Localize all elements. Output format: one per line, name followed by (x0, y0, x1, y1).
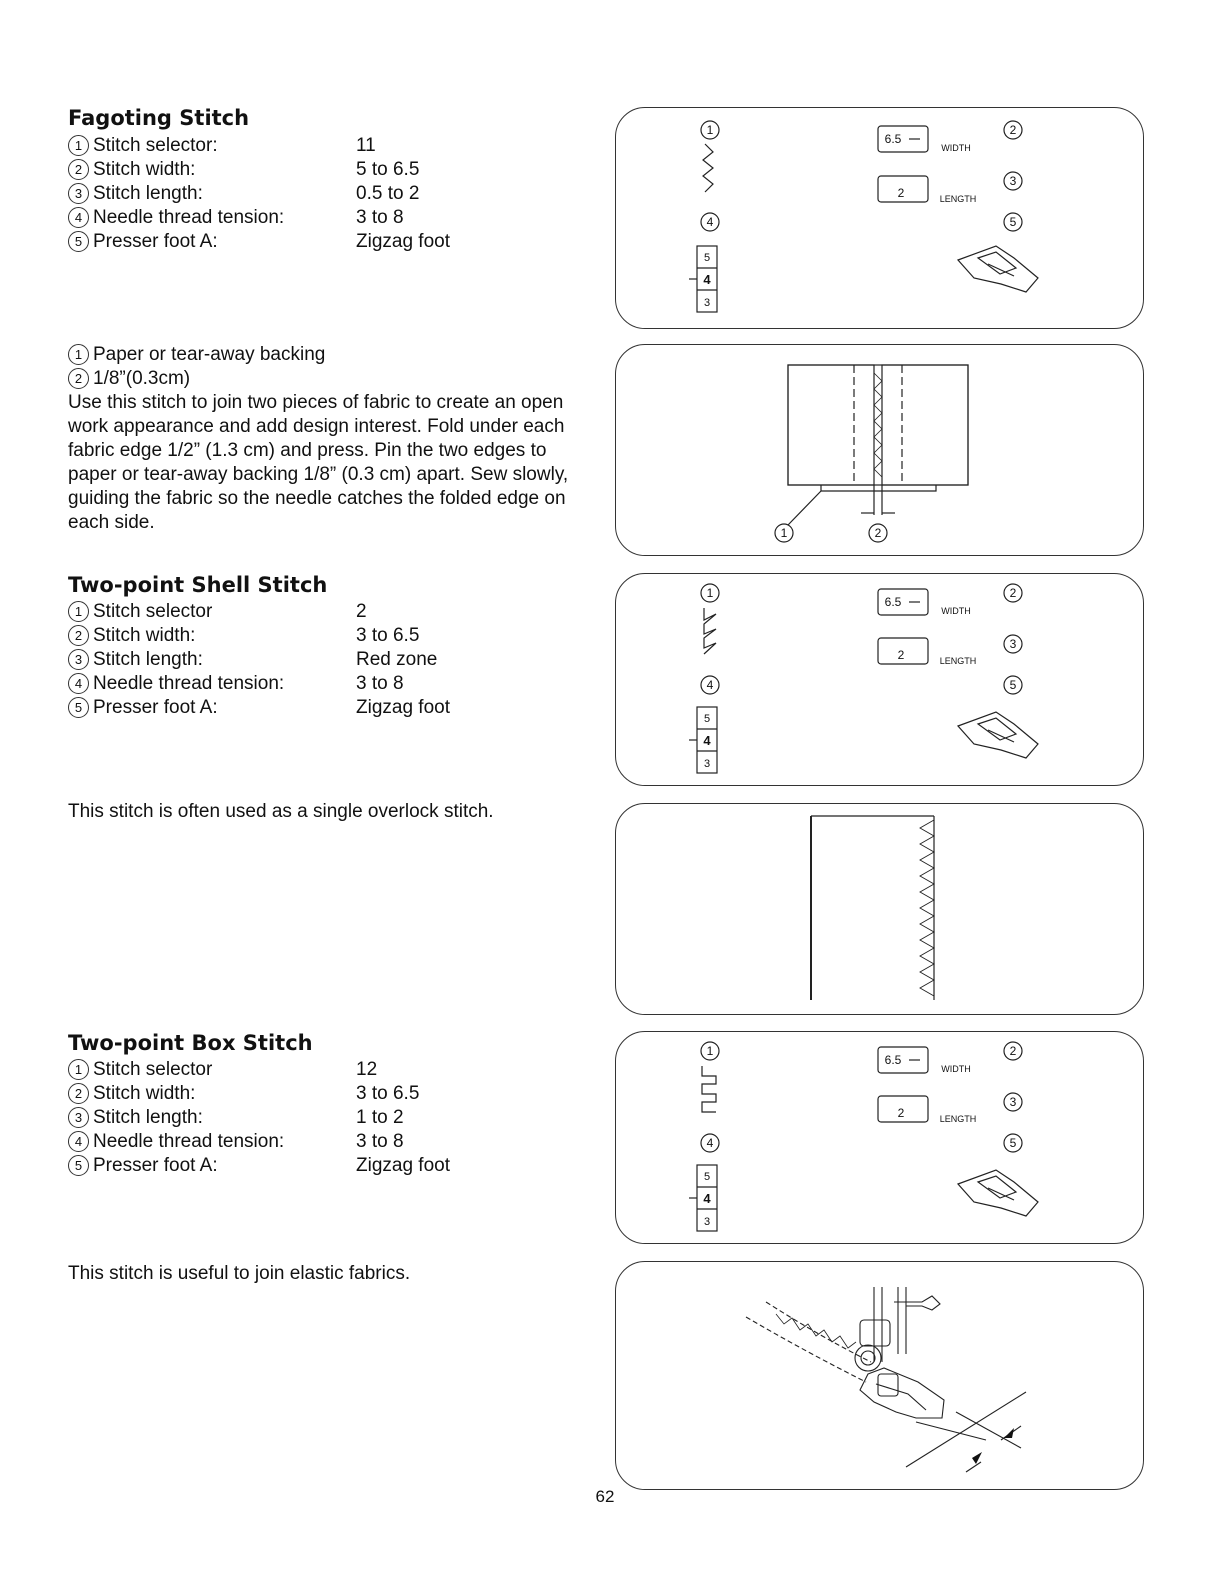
setting-row (68, 624, 588, 648)
setting-row (68, 158, 588, 182)
fagoting-description: Use this stitch to join two pieces of fabric to create an open work appearance and add design interest. Fold under each fabric edge 1/2” (1.3 cm) and press. Pin the two edges to paper or tear-away backing 1/8” (0.3 cm) apart. Sew slowly, guiding the fabric so the needle catches the folded edge on each side. (68, 392, 569, 533)
setting-row (68, 696, 588, 720)
setting-label: Needle thread tension: (93, 207, 285, 228)
setting-row (68, 672, 588, 696)
marker-number: 1 (706, 586, 714, 600)
tension-bottom: 3 (703, 1216, 711, 1228)
number-marker: 2 (68, 625, 89, 646)
backing-paper (821, 485, 936, 491)
elastic-join-diagram (616, 1262, 1143, 1489)
setting-value: 1 to 2 (356, 1107, 404, 1128)
setting-value: 3 to 8 (356, 207, 404, 228)
tension-mid: 4 (703, 733, 711, 748)
setting-row (68, 230, 588, 254)
setting-label: Needle thread tension: (93, 673, 285, 694)
marker-number: 5 (1009, 215, 1017, 229)
legend-text: 1/8”(0.3cm) (93, 368, 191, 389)
width-label: WIDTH (941, 1064, 971, 1074)
fagoting-title: Fagoting Stitch (68, 106, 250, 130)
setting-value: 2 (356, 601, 367, 622)
width-value: 6.5 (884, 1053, 902, 1067)
legend-row (68, 367, 588, 391)
box-title: Two-point Box Stitch (68, 1031, 313, 1055)
presser-foot-icon (958, 246, 1038, 292)
shell-title: Two-point Shell Stitch (68, 573, 328, 597)
marker-number: 1 (706, 123, 714, 137)
tension-mid: 4 (703, 1191, 711, 1206)
number-marker: 1 (68, 1059, 89, 1080)
number-marker: 3 (68, 1107, 89, 1128)
setting-value: 3 to 8 (356, 1131, 404, 1152)
marker-number: 2 (874, 526, 882, 540)
legend-text: Paper or tear-away backing (93, 344, 326, 365)
number-marker: 5 (68, 697, 89, 718)
setting-row (68, 600, 588, 624)
length-label: LENGTH (939, 194, 977, 204)
number-marker: 3 (68, 183, 89, 204)
setting-label: Stitch width: (93, 625, 196, 646)
setting-label: Stitch selector: (93, 135, 218, 156)
shell-illustration-panel (615, 803, 1144, 1015)
tension-top: 5 (703, 252, 711, 264)
fabric-edge-lower (766, 1302, 871, 1362)
number-marker: 4 (68, 673, 89, 694)
guide-line (906, 1392, 1026, 1467)
setting-label: Stitch selector (93, 1059, 213, 1080)
setting-label: Stitch width: (93, 1083, 196, 1104)
settings-diagram (616, 1032, 1143, 1243)
length-label: LENGTH (939, 1114, 977, 1124)
legend-row (68, 343, 588, 367)
marker-number: 2 (1009, 123, 1017, 137)
setting-value: Zigzag foot (356, 231, 450, 252)
fabric-left (788, 365, 874, 485)
arrow-line (966, 1462, 981, 1472)
setting-row (68, 182, 588, 206)
box-description: This stitch is useful to join elastic fabrics. (68, 1263, 411, 1284)
setting-value: 3 to 6.5 (356, 1083, 420, 1104)
setting-row (68, 1106, 588, 1130)
stitch-pattern-icon (703, 144, 713, 192)
marker-number: 4 (706, 678, 714, 692)
fagoting-stitch (874, 373, 882, 477)
stitch-pattern-icon (704, 608, 716, 654)
presser-foot-icon (855, 1287, 944, 1418)
fabric-edge-upper (746, 1317, 866, 1382)
setting-row (68, 1130, 588, 1154)
setting-label: Presser foot A: (93, 231, 218, 252)
length-label: LENGTH (939, 656, 977, 666)
tension-bottom: 3 (703, 297, 711, 309)
setting-value: 3 to 8 (356, 673, 404, 694)
setting-label: Stitch length: (93, 649, 203, 670)
setting-value: 0.5 to 2 (356, 183, 420, 204)
marker-number: 4 (706, 215, 714, 229)
box-settings-panel (615, 1031, 1144, 1244)
settings-diagram (616, 574, 1143, 785)
setting-row (68, 134, 588, 158)
number-marker: 1 (68, 344, 89, 365)
tension-top: 5 (703, 1171, 711, 1183)
marker-number: 1 (706, 1044, 714, 1058)
number-marker: 1 (68, 135, 89, 156)
box-stitch (776, 1314, 856, 1348)
length-value: 2 (897, 1106, 905, 1120)
shell-stitch (920, 820, 934, 996)
marker-number: 3 (1009, 637, 1017, 651)
marker-number: 4 (706, 1136, 714, 1150)
number-marker: 3 (68, 649, 89, 670)
length-value: 2 (897, 186, 905, 200)
setting-label: Stitch length: (93, 183, 203, 204)
setting-value: Red zone (356, 649, 438, 670)
number-marker: 5 (68, 231, 89, 252)
fagoting-illustration-panel (615, 344, 1144, 556)
setting-row (68, 648, 588, 672)
width-value: 6.5 (884, 132, 902, 146)
setting-value: 3 to 6.5 (356, 625, 420, 646)
marker-number: 5 (1009, 678, 1017, 692)
setting-label: Stitch selector (93, 601, 213, 622)
marker-number: 2 (1009, 586, 1017, 600)
width-value: 6.5 (884, 595, 902, 609)
tension-top: 5 (703, 713, 711, 725)
length-value: 2 (897, 648, 905, 662)
number-marker: 4 (68, 207, 89, 228)
setting-label: Needle thread tension: (93, 1131, 285, 1152)
width-label: WIDTH (941, 606, 971, 616)
fagoting-diagram (616, 345, 1143, 555)
box-illustration-panel (615, 1261, 1144, 1490)
marker-number: 5 (1009, 1136, 1017, 1150)
settings-diagram (616, 108, 1143, 328)
number-marker: 2 (68, 1083, 89, 1104)
setting-label: Presser foot A: (93, 1155, 218, 1176)
setting-value: Zigzag foot (356, 697, 450, 718)
fabric-right (882, 365, 968, 485)
setting-label: Presser foot A: (93, 697, 218, 718)
setting-label: Stitch length: (93, 1107, 203, 1128)
presser-foot-icon (958, 1170, 1038, 1216)
guide-line (916, 1422, 986, 1440)
number-marker: 5 (68, 1155, 89, 1176)
setting-row (68, 1154, 588, 1178)
setting-value: 11 (356, 135, 376, 156)
number-marker: 1 (68, 601, 89, 622)
marker-number: 3 (1009, 174, 1017, 188)
setting-value: 12 (356, 1059, 378, 1080)
marker-number: 3 (1009, 1095, 1017, 1109)
number-marker: 2 (68, 368, 89, 389)
stitch-pattern-icon (702, 1066, 716, 1112)
page-number: 62 (595, 1487, 615, 1506)
setting-value: 5 to 6.5 (356, 159, 420, 180)
fagoting-settings-panel (615, 107, 1144, 329)
presser-foot-icon (958, 712, 1038, 758)
setting-row (68, 1058, 588, 1082)
width-label: WIDTH (941, 143, 971, 153)
setting-value: Zigzag foot (356, 1155, 450, 1176)
setting-row (68, 206, 588, 230)
number-marker: 2 (68, 159, 89, 180)
marker-number: 1 (780, 526, 788, 540)
setting-row (68, 1082, 588, 1106)
shell-description: This stitch is often used as a single overlock stitch. (68, 801, 494, 822)
arrow-head (1004, 1428, 1014, 1438)
setting-label: Stitch width: (93, 159, 196, 180)
tension-bottom: 3 (703, 758, 711, 770)
shell-settings-panel (615, 573, 1144, 786)
marker-number: 2 (1009, 1044, 1017, 1058)
overlock-diagram (616, 804, 1143, 1014)
number-marker: 4 (68, 1131, 89, 1152)
tension-mid: 4 (703, 272, 711, 287)
